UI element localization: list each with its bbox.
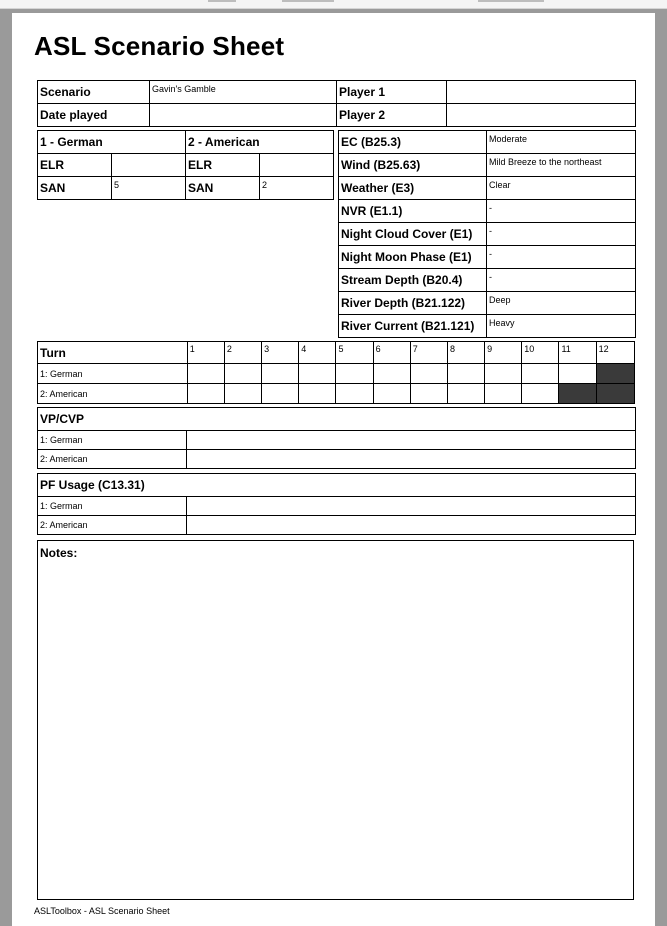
turn-number: 9 — [485, 342, 522, 364]
turn-cell[interactable] — [559, 364, 596, 384]
scenario-label: Scenario — [38, 81, 150, 104]
turn-cell[interactable] — [187, 364, 224, 384]
condition-value-field[interactable]: - — [487, 246, 636, 269]
turn-cell[interactable] — [485, 384, 522, 404]
turn-cell[interactable] — [187, 384, 224, 404]
condition-row — [339, 200, 636, 223]
condition-row — [339, 154, 636, 177]
date-played-field[interactable] — [150, 104, 337, 127]
condition-label: NVR (E1.1) — [339, 200, 487, 223]
sides-table — [37, 130, 334, 200]
turn-cell[interactable] — [336, 384, 373, 404]
condition-row — [339, 223, 636, 246]
condition-value-field[interactable]: Clear — [487, 177, 636, 200]
player2-label: Player 2 — [337, 104, 447, 127]
vp-value-field[interactable] — [187, 450, 636, 469]
condition-label: River Depth (B21.122) — [339, 292, 487, 315]
turn-cell-unused — [559, 384, 596, 404]
footer-text: ASLToolbox - ASL Scenario Sheet — [34, 906, 170, 916]
turn-side-label: 2: American — [38, 384, 188, 404]
turn-cell-unused — [596, 384, 634, 404]
condition-label: Night Moon Phase (E1) — [339, 246, 487, 269]
side2-san-field[interactable]: 2 — [260, 177, 334, 200]
condition-label: EC (B25.3) — [339, 131, 487, 154]
pf-usage-side-label: 1: German — [38, 497, 187, 516]
condition-label: Stream Depth (B20.4) — [339, 269, 487, 292]
turn-cell-unused — [596, 364, 634, 384]
notes-label: Notes: — [40, 546, 78, 560]
side2-san-label: SAN — [186, 177, 260, 200]
pf-usage-value-field[interactable] — [187, 497, 636, 516]
page-title: ASL Scenario Sheet — [34, 31, 285, 61]
turn-cell[interactable] — [522, 364, 559, 384]
condition-value-field[interactable]: - — [487, 223, 636, 246]
side1-elr-label: ELR — [38, 154, 112, 177]
turn-number: 10 — [522, 342, 559, 364]
vp-row — [38, 431, 636, 450]
turn-cell[interactable] — [224, 384, 261, 404]
condition-row — [339, 131, 636, 154]
turn-cell[interactable] — [447, 384, 484, 404]
turn-cell[interactable] — [485, 364, 522, 384]
turn-cell[interactable] — [410, 384, 447, 404]
side1-elr-field[interactable] — [112, 154, 186, 177]
viewer-toolbar-strip — [0, 0, 667, 9]
turn-cell[interactable] — [224, 364, 261, 384]
vp-table — [37, 407, 636, 469]
vp-title: VP/CVP — [38, 408, 636, 431]
pf-usage-row — [38, 497, 636, 516]
condition-row — [339, 315, 636, 338]
turn-number: 8 — [447, 342, 484, 364]
condition-label: River Current (B21.121) — [339, 315, 487, 338]
pf-usage-value-field[interactable] — [187, 516, 636, 535]
condition-row — [339, 246, 636, 269]
condition-row — [339, 269, 636, 292]
toolbar-remnant — [282, 0, 334, 2]
turn-cell[interactable] — [299, 384, 336, 404]
conditions-table — [338, 130, 636, 338]
turn-cell[interactable] — [522, 384, 559, 404]
notes-box[interactable] — [37, 540, 634, 900]
vp-value-field[interactable] — [187, 431, 636, 450]
pf-usage-table — [37, 473, 636, 535]
turn-number: 6 — [373, 342, 410, 364]
turn-number: 12 — [596, 342, 634, 364]
side2-elr-field[interactable] — [260, 154, 334, 177]
turn-number: 5 — [336, 342, 373, 364]
turn-side-label: 1: German — [38, 364, 188, 384]
side1-name: 1 - German — [38, 131, 186, 154]
turn-cell[interactable] — [262, 364, 299, 384]
condition-row — [339, 177, 636, 200]
player2-field[interactable] — [447, 104, 636, 127]
turn-label: Turn — [38, 342, 188, 364]
vp-row — [38, 450, 636, 469]
turn-number: 3 — [262, 342, 299, 364]
vp-side-label: 2: American — [38, 450, 187, 469]
player1-label: Player 1 — [337, 81, 447, 104]
condition-value-field[interactable]: Heavy — [487, 315, 636, 338]
turn-cell[interactable] — [262, 384, 299, 404]
document-page — [12, 13, 655, 926]
side1-san-label: SAN — [38, 177, 112, 200]
turn-number: 1 — [187, 342, 224, 364]
pf-usage-row — [38, 516, 636, 535]
pf-usage-title: PF Usage (C13.31) — [38, 474, 636, 497]
toolbar-remnant — [478, 0, 544, 2]
condition-value-field[interactable]: Mild Breeze to the northeast — [487, 154, 636, 177]
turn-number: 4 — [299, 342, 336, 364]
pf-usage-header-row — [38, 474, 636, 497]
date-played-label: Date played — [38, 104, 150, 127]
vp-side-label: 1: German — [38, 431, 187, 450]
turn-number: 7 — [410, 342, 447, 364]
turn-side-row — [38, 384, 635, 404]
condition-value-field[interactable]: Moderate — [487, 131, 636, 154]
pf-usage-side-label: 2: American — [38, 516, 187, 535]
turn-number: 11 — [559, 342, 596, 364]
scenario-table — [37, 80, 636, 127]
turn-cell[interactable] — [336, 364, 373, 384]
turn-header-row — [38, 342, 635, 364]
turn-track-table — [37, 341, 635, 404]
turn-cell[interactable] — [373, 364, 410, 384]
side2-name: 2 - American — [186, 131, 334, 154]
condition-label: Night Cloud Cover (E1) — [339, 223, 487, 246]
toolbar-remnant — [208, 0, 236, 2]
side2-elr-label: ELR — [186, 154, 260, 177]
condition-label: Weather (E3) — [339, 177, 487, 200]
condition-row — [339, 292, 636, 315]
turn-number: 2 — [224, 342, 261, 364]
condition-value-field[interactable]: - — [487, 269, 636, 292]
condition-value-field[interactable]: Deep — [487, 292, 636, 315]
side1-san-field[interactable]: 5 — [112, 177, 186, 200]
condition-value-field[interactable]: - — [487, 200, 636, 223]
turn-cell[interactable] — [410, 364, 447, 384]
vp-header-row — [38, 408, 636, 431]
turn-cell[interactable] — [373, 384, 410, 404]
scenario-name-field[interactable]: Gavin's Gamble — [150, 81, 337, 104]
player1-field[interactable] — [447, 81, 636, 104]
turn-cell[interactable] — [299, 364, 336, 384]
condition-label: Wind (B25.63) — [339, 154, 487, 177]
turn-side-row — [38, 364, 635, 384]
turn-cell[interactable] — [447, 364, 484, 384]
